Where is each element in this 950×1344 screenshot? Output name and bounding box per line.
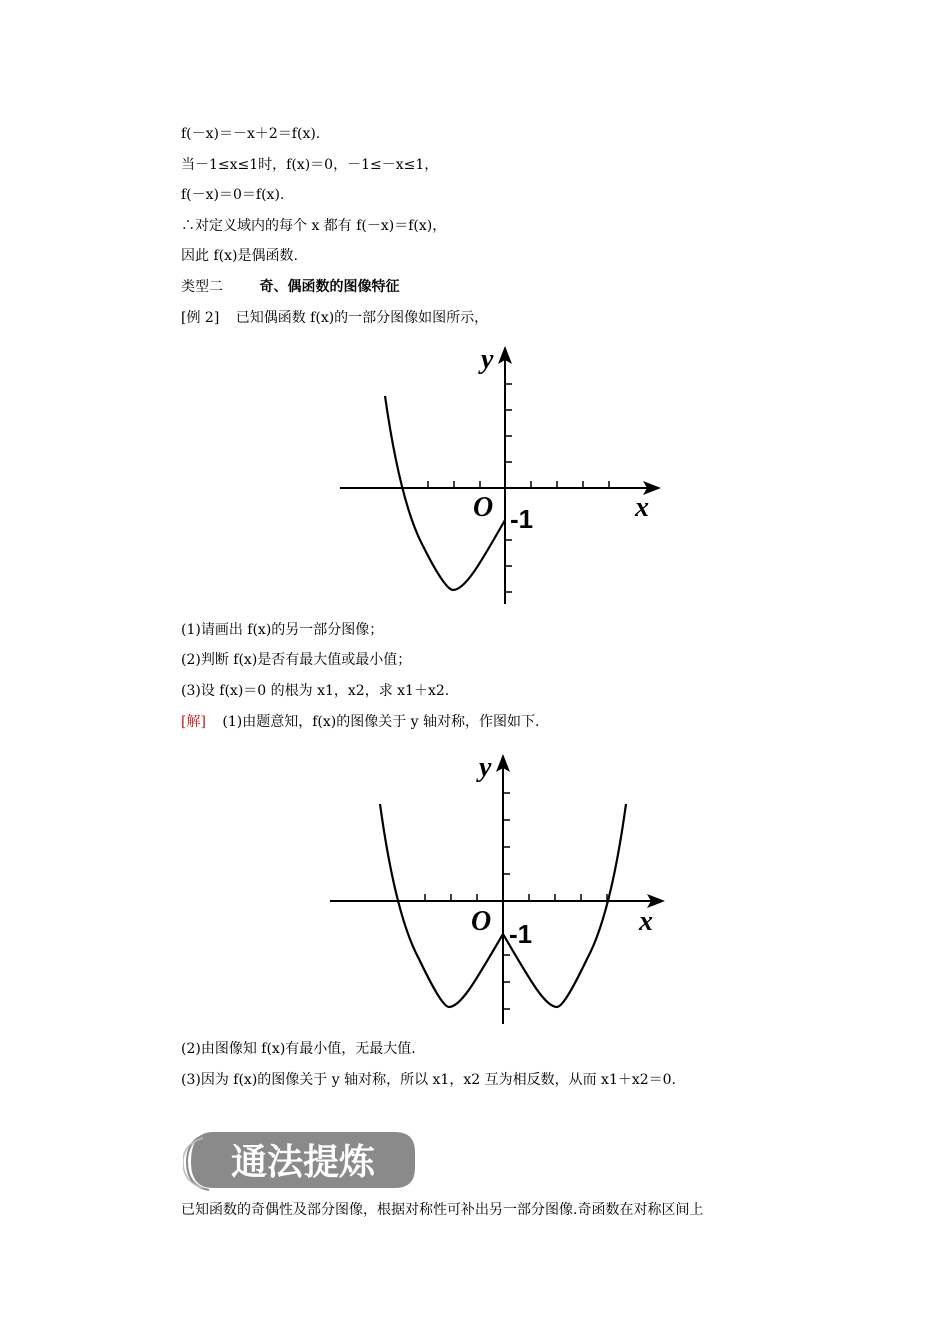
graph-2-curve-right bbox=[503, 804, 626, 1007]
summary-line bbox=[181, 1200, 703, 1220]
graph-2-origin-label: O bbox=[471, 906, 492, 937]
graph-2-x-label: x bbox=[639, 906, 653, 937]
question-3 bbox=[181, 681, 449, 701]
graph-2-x-ticks bbox=[425, 894, 607, 901]
graph-2-y-label: y bbox=[479, 752, 492, 783]
type-heading bbox=[181, 277, 399, 297]
banner-text: 通法提炼 bbox=[230, 1142, 376, 1183]
question-2-text: (2)判断 f(x)是否有最大值或最小值； bbox=[181, 652, 412, 668]
graph-1-origin-label: O bbox=[473, 492, 494, 523]
text-line-3 bbox=[181, 185, 284, 205]
line-1-text: f(－x)＝－x＋2＝f(x). bbox=[181, 126, 321, 142]
text-line-2 bbox=[181, 155, 438, 175]
question-2 bbox=[181, 650, 411, 670]
example-text: 已知偶函数 f(x)的一部分图像如图所示， bbox=[235, 310, 489, 326]
question-3-text: (3)设 f(x)＝0 的根为 x1，x2，求 x1＋x2. bbox=[181, 683, 450, 699]
example-line bbox=[181, 308, 488, 328]
line-2-text: 当－1≤x≤1时，f(x)＝0，－1≤－x≤1， bbox=[181, 157, 439, 173]
graph-1-tick-label: -1 bbox=[510, 504, 534, 534]
line-5-text: 因此 f(x)是偶函数. bbox=[181, 248, 298, 264]
text-line-1 bbox=[181, 124, 320, 144]
type-label: 类型二 bbox=[181, 279, 223, 295]
question-1 bbox=[181, 620, 383, 640]
solution-2-text: (2)由图像知 f(x)有最小值，无最大值. bbox=[181, 1041, 416, 1057]
solution-3-text: (3)因为 f(x)的图像关于 y 轴对称，所以 x1，x2 互为相反数，从而 x1＋x2＝0. bbox=[181, 1072, 677, 1088]
graph-1-x-label: x bbox=[635, 492, 649, 523]
solution-1-text: (1)由题意知，f(x)的图像关于 y 轴对称，作图如下. bbox=[222, 714, 540, 730]
graph-1-y-label: y bbox=[481, 344, 494, 375]
graph-2 bbox=[325, 748, 675, 1033]
line-3-text: f(－x)＝0＝f(x). bbox=[181, 187, 285, 203]
summary-text: 已知函数的奇偶性及部分图像，根据对称性可补出另一部分图像.奇函数在对称区间上 bbox=[181, 1202, 704, 1218]
solution-2 bbox=[181, 1039, 416, 1059]
graph-1 bbox=[335, 342, 675, 612]
solution-tag: [解] bbox=[181, 714, 206, 730]
graph-2-tick-label: -1 bbox=[509, 919, 533, 949]
solution-1 bbox=[181, 712, 539, 732]
method-banner bbox=[183, 1128, 419, 1192]
example-tag: [例 2] bbox=[181, 310, 220, 326]
graph-1-x-ticks bbox=[428, 481, 609, 488]
solution-3 bbox=[181, 1070, 676, 1090]
line-4-text: ∴对定义域内的每个 x 都有 f(－x)＝f(x)， bbox=[181, 218, 447, 234]
type-title: 奇、偶函数的图像特征 bbox=[259, 279, 400, 295]
text-line-4 bbox=[181, 216, 446, 236]
text-line-5 bbox=[181, 246, 298, 266]
question-1-text: (1)请画出 f(x)的另一部分图像； bbox=[181, 622, 384, 638]
